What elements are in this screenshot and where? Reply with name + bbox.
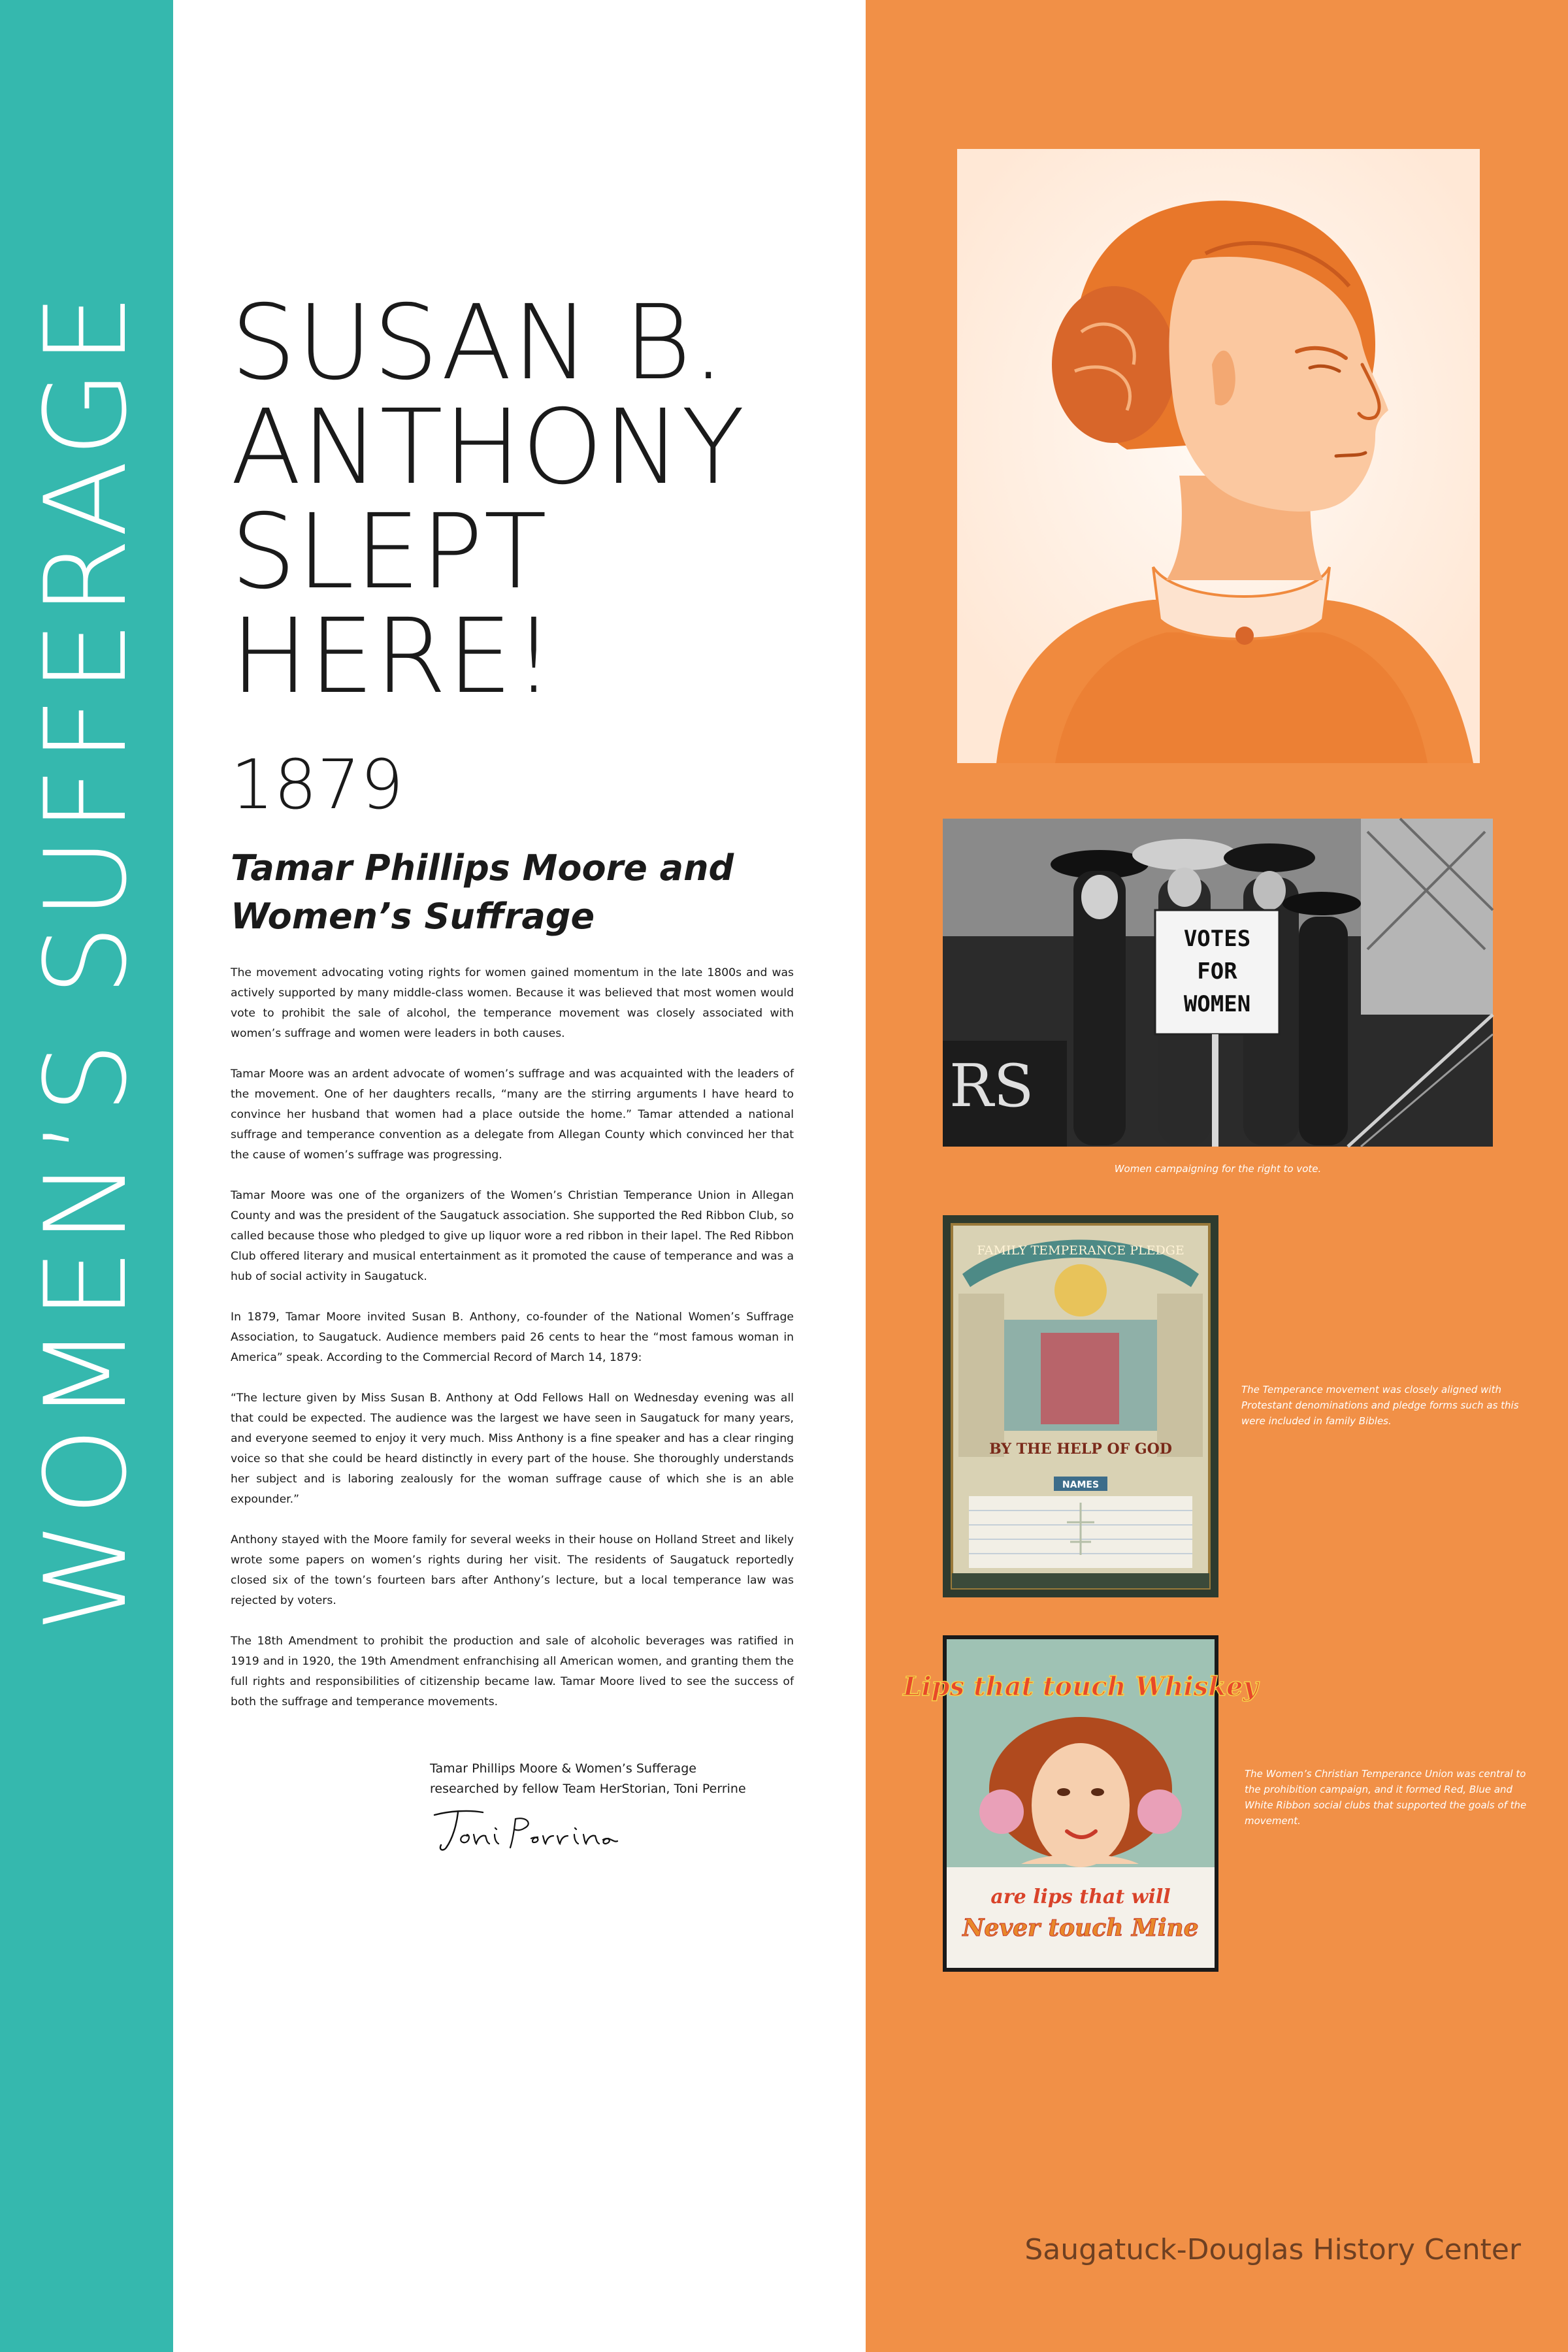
sign-text-votes: VOTES — [1183, 926, 1251, 952]
pledge-drawing — [943, 1215, 1218, 1597]
subtitle — [231, 844, 819, 941]
pledge-help-text: BY THE HELP OF GOD — [989, 1441, 1172, 1458]
sign-text-for: FOR — [1197, 958, 1237, 985]
pledge-names-text: NAMES — [1062, 1480, 1100, 1490]
body-text — [231, 963, 794, 1733]
portrait-drawing — [957, 149, 1480, 763]
portrait-image — [957, 149, 1480, 763]
photo-caption-votes: Women campaigning for the right to vote. — [1114, 1163, 1322, 1175]
page-title-line: SLEPT — [231, 492, 547, 612]
votes-for-women-photo — [943, 819, 1493, 1147]
whiskey-poster-photo — [903, 1635, 1258, 1972]
poster-drawing — [903, 1635, 1258, 1972]
vertical-section-title: WOMEN’S SUFFERAGE — [20, 288, 152, 1633]
content-column — [173, 0, 866, 2352]
poster-bottom-line1: are lips that will — [990, 1886, 1171, 1908]
page-title-line: SUSAN B. — [231, 283, 726, 403]
body-paragraph: Tamar Moore was an ardent advocate of women’s suffrage and was acquainted with the leaders of the movement. One of her daughters recalls, “many are the stirring arguments I have heard to convince her husband that women had a place outside the home.” Tamar attended a national suffrage and temperance convention as a delegate from Allegan County which convinced her that the cause of women’s suffrage was progressing. — [231, 1068, 794, 1162]
svg-text:RS: RS — [949, 1052, 1034, 1120]
body-paragraph: Anthony stayed with the Moore family for several weeks in their house on Holland Street and likely wrote some papers on women’s rights during her visit. The residents of Saugatuck reportedly closed six of the town’s fourteen bars after Anthony’s lecture, but a local temperance law was rejected by voters. — [231, 1533, 794, 1607]
subtitle-line: Women’s Suffrage — [231, 896, 595, 937]
sidebar-band — [0, 0, 173, 2352]
credit-line: Tamar Phillips Moore & Women’s Sufferage — [430, 1761, 696, 1776]
image-panel — [866, 0, 1568, 2352]
subtitle-line: Tamar Phillips Moore and — [231, 847, 734, 889]
page-title-line: ANTHONY — [231, 387, 745, 508]
votes-photo-drawing — [943, 819, 1493, 1147]
temperance-pledge-photo — [943, 1215, 1218, 1597]
signature-image — [429, 1802, 619, 1854]
body-paragraph: The 18th Amendment to prohibit the production and sale of alcoholic beverages was ratified in 1919 and in 1920, the 19th Amendment enfranchising all American women, and granting them the full rights and responsibilities of citizenship became law. Tamar Moore lived to see the success of both the suffrage and temperance movements. — [231, 1635, 794, 1708]
credit-line: researched by fellow Team HerStorian, Toni Perrine — [430, 1782, 746, 1796]
sign-text-women: WOMEN — [1183, 991, 1251, 1017]
signature-drawing — [429, 1802, 619, 1854]
page-title-line: HERE! — [231, 596, 555, 717]
body-paragraph: Tamar Moore was one of the organizers of the Women’s Christian Temperance Union in Allegan County and was the president of the Saugatuck association. She supported the Red Ribbon Club, so called because those who pledged to give up liquor wore a red ribbon in their lapel. The Red Ribbon Club offered literary and musical entertainment as it promoted the cause of temperance and was a hub of social activity in Saugatuck. — [231, 1189, 794, 1283]
photo-caption-pledge: The Temperance movement was closely aligned with Protestant denominations and pledge forms such as this were included in family Bibles. — [1241, 1384, 1519, 1427]
body-paragraph: The movement advocating voting rights for women gained momentum in the late 1800s and was actively supported by many middle-class women. Because it was believed that most women would vote to prohibit the sale of alcohol, the temperance movement was closely associated with women’s suffrage and women were leaders in both causes. — [231, 966, 794, 1040]
poster-bottom-line2: Never touch Mine — [962, 1914, 1199, 1942]
year-heading: 1879 — [231, 745, 404, 825]
research-credit — [430, 1759, 835, 1799]
body-paragraph: In 1879, Tamar Moore invited Susan B. Anthony, co-founder of the National Women’s Suffrage Association, to Saugatuck. Audience members paid 26 cents to hear the “most famous woman in America” speak. According to the Commercial Record of March 14, 1879: — [231, 1311, 794, 1364]
organization-name: Saugatuck-Douglas History Center — [1024, 2233, 1521, 2266]
poster-top-text: Lips that touch Whiskey — [903, 1671, 1258, 1702]
page-title — [231, 283, 832, 717]
body-paragraph: “The lecture given by Miss Susan B. Anthony at Odd Fellows Hall on Wednesday evening was all that could be expected. The audience was the largest we have seen in Saugatuck for many years, and everyone seemed to enjoy it very much. Miss Anthony is a fine speaker and has a clear ringing voice so that she could be heard distinctly in every part of the house. She thoroughly understands her subject and is laboring zealously for the woman suffrage cause of which she is an able expounder.” — [231, 1392, 794, 1506]
pledge-banner-text: FAMILY TEMPERANCE PLEDGE — [977, 1243, 1184, 1258]
photo-caption-poster: The Women’s Christian Temperance Union was central to the prohibition campaign, and it formed Red, Blue and White Ribbon social clubs that supported the goals of the movement. — [1245, 1768, 1527, 1827]
